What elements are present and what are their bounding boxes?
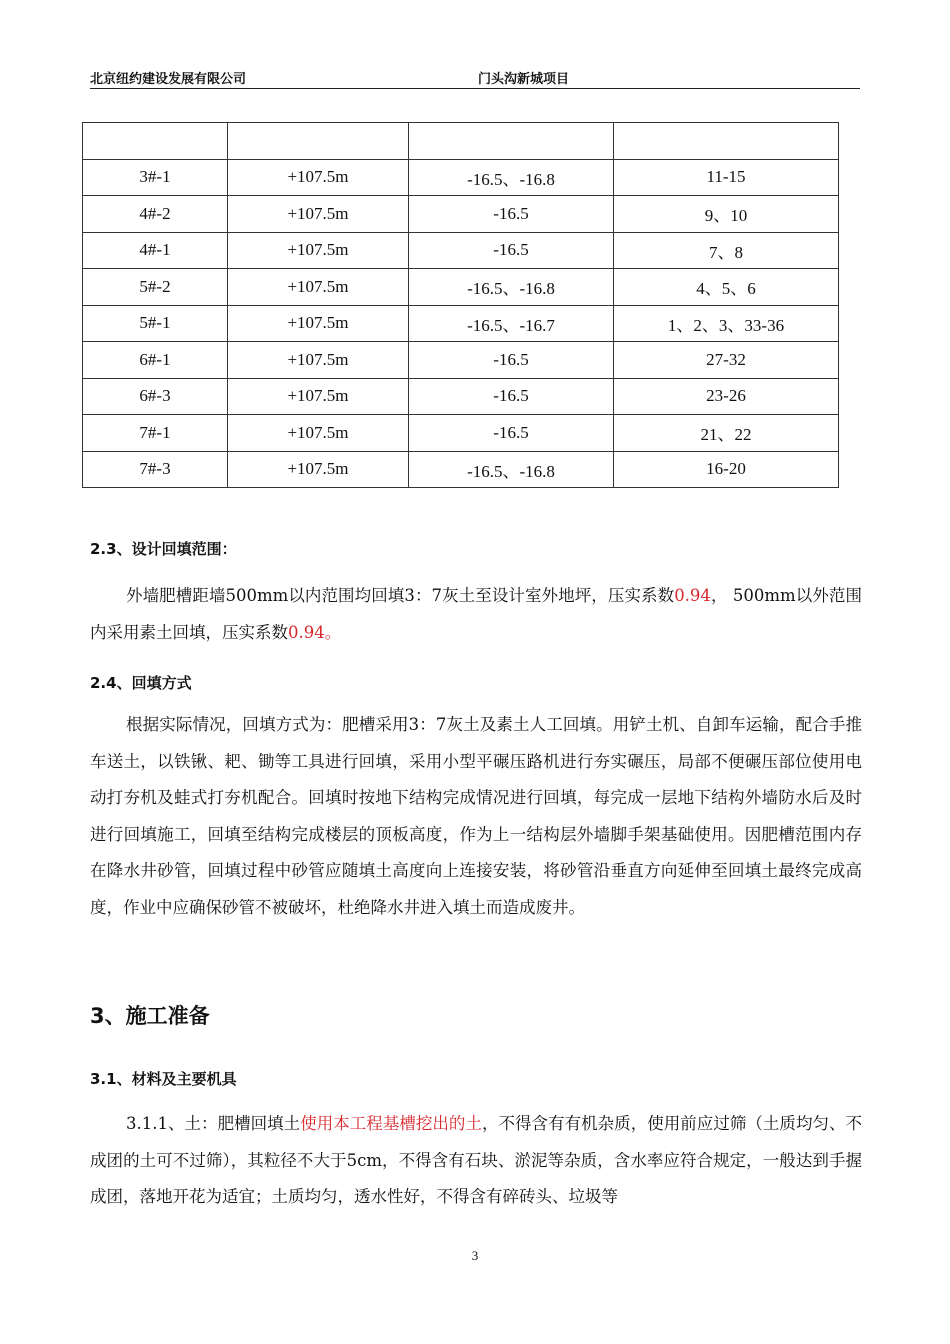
table-cell: +107.5m xyxy=(228,232,409,269)
table-cell: 11-15 xyxy=(614,159,839,196)
table-cell: -16.5、-16.8 xyxy=(409,269,614,306)
table-cell: 7#-3 xyxy=(83,451,228,488)
table-cell: -16.5、-16.7 xyxy=(409,305,614,342)
table-row xyxy=(83,451,839,488)
table-cell: -16.5、-16.8 xyxy=(409,159,614,196)
table-row xyxy=(83,378,839,415)
table-cell: 27-32 xyxy=(614,342,839,379)
table-row xyxy=(83,269,839,306)
header-company: 北京纽约建设发展有限公司 xyxy=(90,72,247,87)
elevation-table xyxy=(82,122,839,488)
highlighted-text: 使用本工程基槽挖出的土 xyxy=(300,1114,482,1133)
section-3-heading: 3、施工准备 xyxy=(90,1004,210,1028)
table-cell: +107.5m xyxy=(228,269,409,306)
compaction-value: 0.94。 xyxy=(288,622,342,642)
table-row xyxy=(83,415,839,452)
table-cell xyxy=(228,123,409,160)
paragraph xyxy=(90,1106,862,1216)
page-header xyxy=(90,66,860,89)
table-cell: 9、10 xyxy=(614,196,839,233)
table-cell: 4、5、6 xyxy=(614,269,839,306)
paragraph xyxy=(90,578,862,651)
table-cell: +107.5m xyxy=(228,196,409,233)
table-row xyxy=(83,342,839,379)
paragraph-text: 外墙肥槽距墙500mm以内范围均回填3：7灰土至设计室外地坪，压实系数 xyxy=(126,586,675,605)
table-cell xyxy=(409,123,614,160)
table-cell: 7、8 xyxy=(614,232,839,269)
header-project: 门头沟新城项目 xyxy=(478,72,570,87)
table-cell: -16.5 xyxy=(409,415,614,452)
table-cell: 4#-1 xyxy=(83,232,228,269)
table-cell: 4#-2 xyxy=(83,196,228,233)
table-row xyxy=(83,159,839,196)
table-cell: 5#-1 xyxy=(83,305,228,342)
table-row xyxy=(83,305,839,342)
table-cell: -16.5、-16.8 xyxy=(409,451,614,488)
table-cell: 5#-2 xyxy=(83,269,228,306)
table-row xyxy=(83,196,839,233)
table-cell: 7#-1 xyxy=(83,415,228,452)
paragraph-text: ， 500mm以外范围内采用素土回填，压实系数 xyxy=(90,586,863,642)
table-cell: 1、2、3、33-36 xyxy=(614,305,839,342)
table-cell: -16.5 xyxy=(409,196,614,233)
table-cell xyxy=(83,123,228,160)
section-2-3-body xyxy=(90,578,862,651)
section-2-4-body xyxy=(90,707,862,926)
table-cell: -16.5 xyxy=(409,342,614,379)
table-cell: 6#-1 xyxy=(83,342,228,379)
table-cell: 23-26 xyxy=(614,378,839,415)
paragraph-text: 3.1.1、土：肥槽回填土 xyxy=(126,1114,301,1133)
table-cell: +107.5m xyxy=(228,305,409,342)
section-2-3-heading: 2.3、设计回填范围： xyxy=(90,540,237,558)
table-cell: -16.5 xyxy=(409,232,614,269)
table-cell xyxy=(614,123,839,160)
paragraph-text: ，不得含有有机杂质，使用前应过筛（土质均匀、不成团的土可不过筛），其粒径不大于5cm，不得含有石块、淤泥等杂质，含水率应符合规定，一般达到手握成团，落地开花为适宜；土质均匀，透水性好，不得含有碎砖头、垃圾等 xyxy=(90,1114,863,1206)
table-cell: +107.5m xyxy=(228,415,409,452)
compaction-value: 0.94 xyxy=(674,586,711,605)
table-cell: +107.5m xyxy=(228,342,409,379)
table-cell: -16.5 xyxy=(409,378,614,415)
paragraph: 根据实际情况，回填方式为：肥槽采用3：7灰土及素土人工回填。用铲土机、自卸车运输，配合手推车送土，以铁锹、耙、锄等工具进行回填，采用小型平碾压路机进行夯实碾压，局部不便碾压部位使用电动打夯机及蛙式打夯机配合。回填时按地下结构完成情况进行回填，每完成一层地下结构外墙防水后及时进行回填施工，回填至结构完成楼层的顶板高度，作为上一结构层外墙脚手架基础使用。因肥槽范围内存在降水井砂管，回填过程中砂管应随填土高度向上连接安装，将砂管沿垂直方向延伸至回填土最终完成高度，作业中应确保砂管不被破坏，杜绝降水井进入填土而造成废井。 xyxy=(90,715,862,917)
table-cell: 6#-3 xyxy=(83,378,228,415)
table-cell: +107.5m xyxy=(228,451,409,488)
section-3-1-body xyxy=(90,1106,862,1216)
table-cell: 3#-1 xyxy=(83,159,228,196)
section-2-4-heading: 2.4、回填方式 xyxy=(90,674,192,692)
table-row xyxy=(83,123,839,160)
table-cell: +107.5m xyxy=(228,378,409,415)
table-cell: 21、22 xyxy=(614,415,839,452)
section-3-1-heading: 3.1、材料及主要机具 xyxy=(90,1070,237,1088)
table-cell: 16-20 xyxy=(614,451,839,488)
page-number: 3 xyxy=(471,1248,479,1263)
table-row xyxy=(83,232,839,269)
table-cell: +107.5m xyxy=(228,159,409,196)
